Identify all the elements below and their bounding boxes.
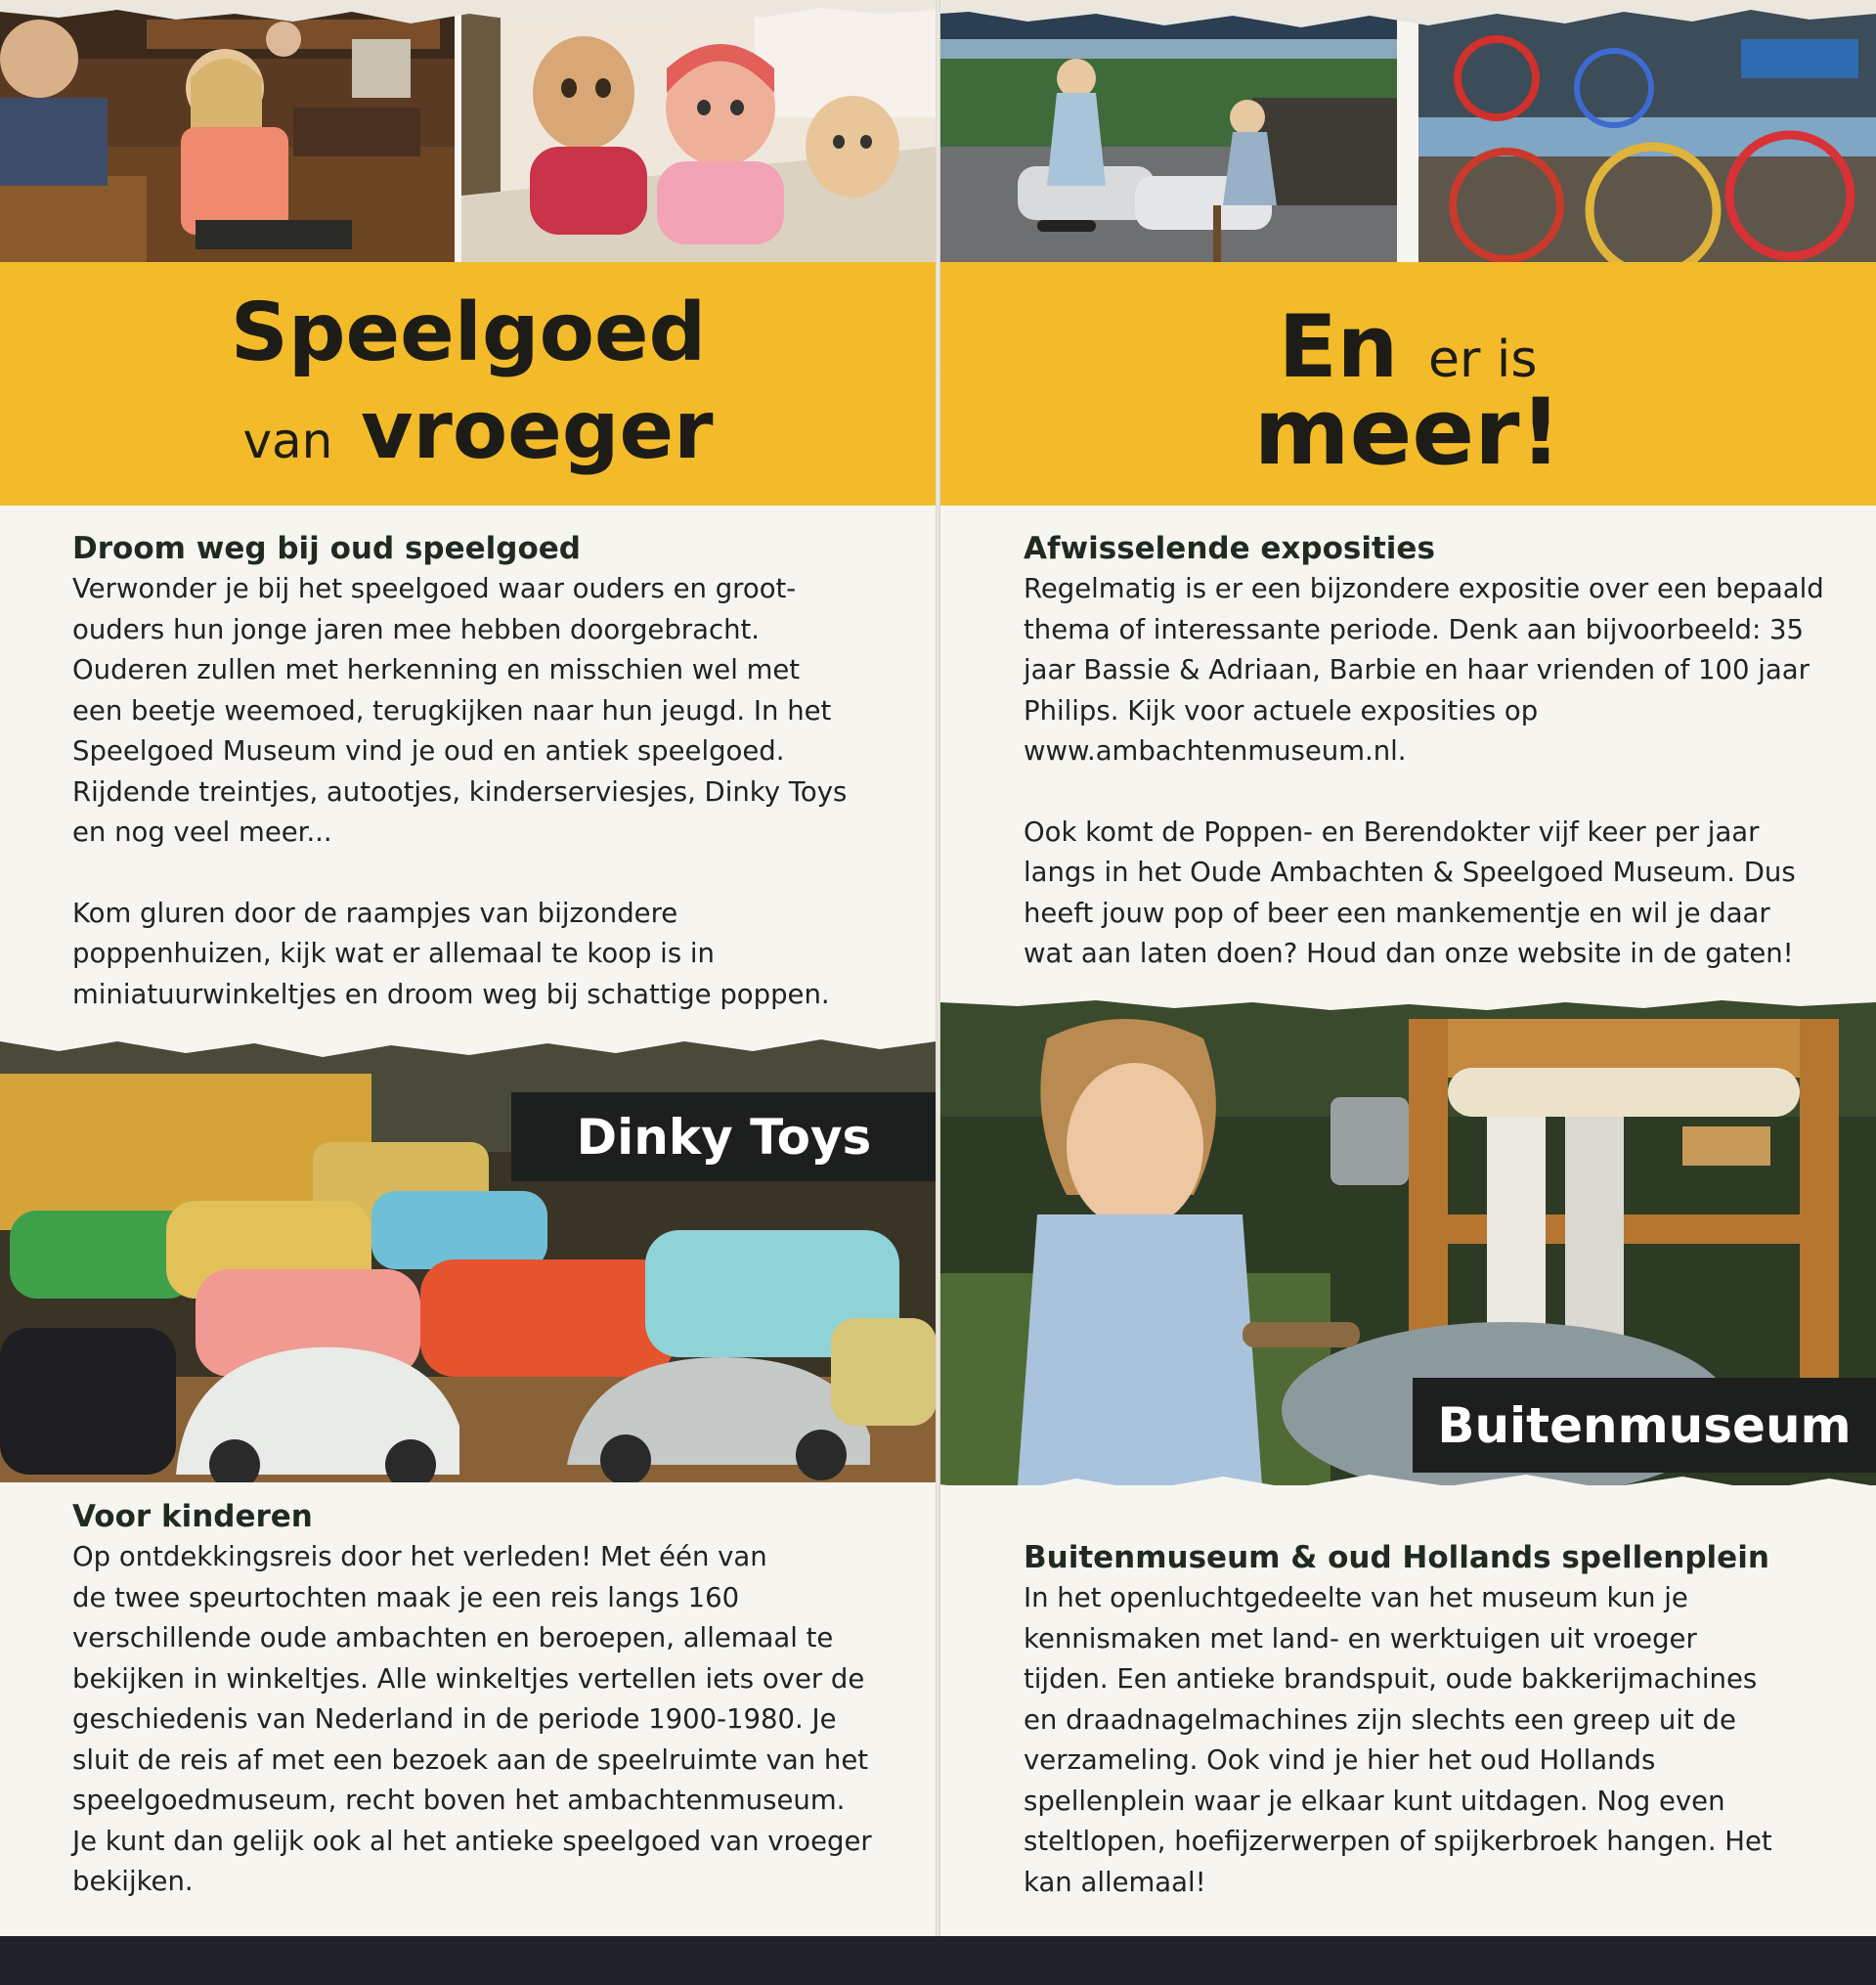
section-heading: Voor kinderen [72, 1499, 313, 1534]
banner-title-small-word: er is [1427, 331, 1538, 389]
torn-edge-buiten-bottom [939, 1467, 1876, 1506]
section-paragraph: In het openluchtgedeelte van het museum kun je kennismaken met land- en werktuigen uit vroeger tijden. Een antieke brandspuit, oude bakkerijmachines en draadnagelmachines zijn slechts een greep uit de verzameling. Ook vind je hier het oud Hollands spellenplein waar je elkaar kunt uitdagen. Nog even steltlopen, hoefijzerwerpen of spijkerbroek hangen. Het kan allemaal! [1024, 1582, 1772, 1898]
bottom-dark-strip [0, 1936, 1876, 1985]
banner-title-big-word: En [1278, 296, 1399, 397]
section-paragraph-2: Kom gluren door de raampjes van bijzondere poppenhuizen, kijk wat er allemaal te koop is in miniatuurwinkeltjes en droom weg bij schattige poppen. [72, 897, 830, 1010]
photo-farm-machines [1418, 0, 1876, 262]
section-paragraph-1: Verwonder je bij het speelgoed waar ouders en groot- ouders hun jonge jaren mee hebben doorgebracht. Ouderen zullen met herkenning en misschien wel met een beetje weemoed, terugkijken naar hun jeugd. In het Speelgoed Museum vind je oud en antiek speelgoed. Rijdende treintjes, autootjes, kinderserviesjes, Dinky Toys en nog veel meer... [72, 573, 848, 848]
section-paragraph-1: Regelmatig is er een bijzondere expositie over een bepaald thema of interessante periode. Denk aan bijvoorbeeld: 35 jaar Bassie & Adriaan, Barbie en haar vrienden of 100 jaar Philips. Kijk voor actuele exposities op www.ambachtenmuseum.nl. [1024, 573, 1824, 767]
dinky-toys-label: Dinky Toys [511, 1092, 937, 1181]
banner-title-big-word: vroeger [360, 384, 714, 477]
section-paragraph: Op ontdekkingsreis door het verleden! Met één van de twee speurtochten maak je een reis langs 160 verschillende oude ambachten en beroepen, allemaal te bekijken in winkeltjes. Alle winkeltjes vertellen iets over de geschiedenis van Nederland in de periode 1900-1980. Je sluit de reis af met een bezoek aan de speelruimte van het speelgoedmuseum, recht boven het ambachtenmuseum. Je kunt dan gelijk ook al het antieke speelgoed van vroeger bekijken. [72, 1541, 872, 1897]
buitenmuseum-label: Buitenmuseum [1413, 1378, 1876, 1473]
section-heading: Buitenmuseum & oud Hollands spellenplein [1024, 1540, 1769, 1575]
section-afwisselende-exposities [1024, 529, 1845, 975]
section-heading: Afwisselende exposities [1024, 531, 1435, 566]
torn-edge-top-right [939, 0, 1876, 39]
torn-edge-buiten-top [939, 996, 1876, 1024]
banner-speelgoed-van-vroeger [0, 262, 937, 506]
section-buitenmuseum-spellenplein [1024, 1538, 1854, 1903]
left-panel [0, 0, 937, 1985]
photo-antique-dolls [461, 0, 937, 262]
banner-title-small-word: van [242, 413, 333, 469]
torn-edge-dinky-top [0, 1032, 937, 1065]
section-droom-weg [72, 529, 894, 1015]
banner-title-line2 [0, 384, 937, 477]
section-paragraph-2: Ook komt de Poppen- en Berendokter vijf keer per jaar langs in het Oude Ambachten & Speelgoed Museum. Dus heeft jouw pop of beer een mankementje en wil je daar wat aan laten doen? Houd dan onze website in de gaten! [1024, 816, 1796, 969]
torn-edge-top [0, 0, 937, 39]
banner-en-er-is-meer [939, 262, 1876, 506]
section-heading: Droom weg bij oud speelgoed [72, 531, 581, 566]
section-voor-kinderen [72, 1497, 894, 1903]
banner-title-line2: meer! [1253, 379, 1562, 486]
banner-title-line1 [939, 296, 1876, 397]
photo-classroom-children [0, 0, 455, 262]
right-panel [939, 0, 1876, 1985]
banner-title-line1: Speelgoed [230, 287, 707, 379]
photo-children-playing [939, 0, 1397, 262]
page-fold [936, 0, 940, 1985]
